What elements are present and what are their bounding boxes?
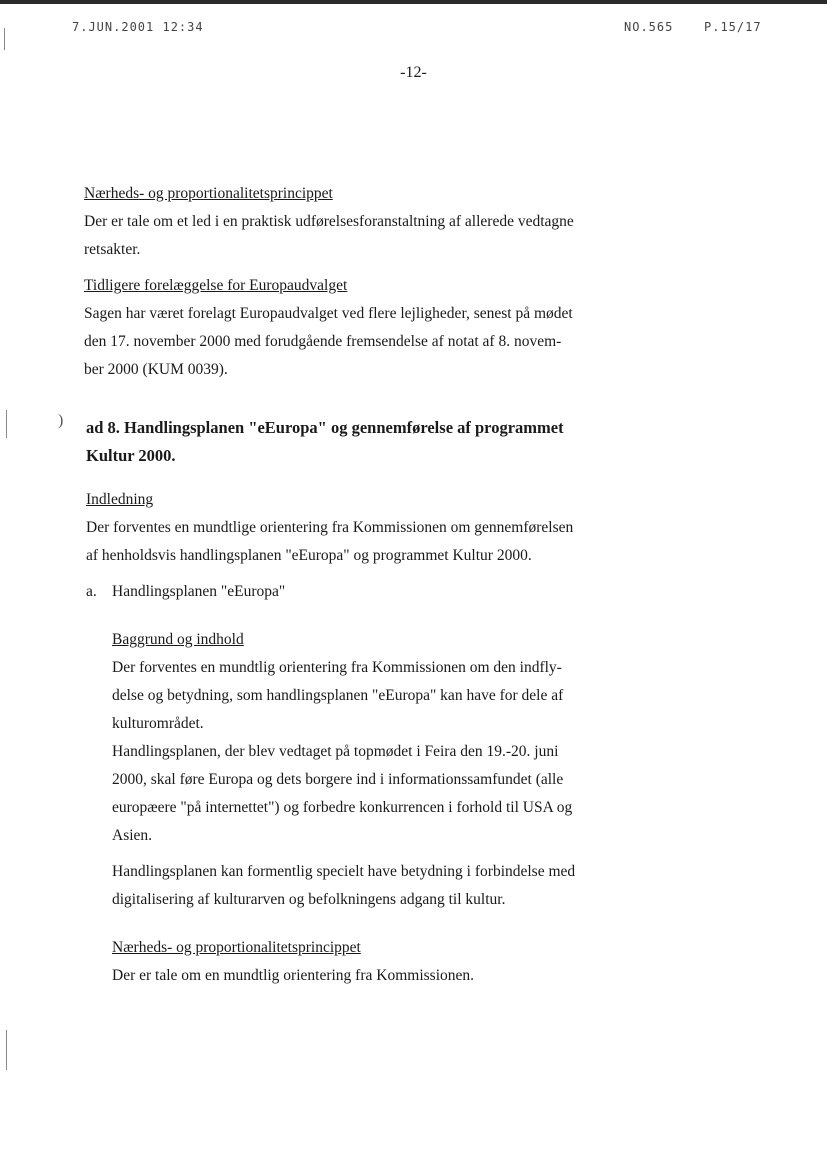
section-background: [112, 626, 632, 738]
section-introduction: [86, 486, 646, 570]
section-heading: Nærheds- og proportionalitetsprincippet: [84, 185, 333, 202]
section-heading: Indledning: [86, 491, 154, 508]
body-line: Handlingsplanen, der blev vedtaget på topmødet i Feira den 19.-20. juni: [112, 743, 559, 760]
fax-top-rule: [0, 0, 827, 4]
subitem-a: [86, 578, 646, 606]
body-line: digitalisering af kulturarven og befolkningens adgang til kultur.: [112, 891, 506, 908]
subitem-title: Handlingsplanen "eEuropa": [112, 583, 286, 600]
section-heading: Nærheds- og proportionalitetsprincippet: [112, 939, 361, 956]
margin-scan-mark: [6, 1030, 7, 1070]
agenda-item-title: ad 8. Handlingsplanen "eEuropa" og gennemførelse af programmet: [86, 418, 564, 437]
background-paragraph-3: [112, 858, 632, 914]
body-line: delse og betydning, som handlingsplanen "eEuropa" kan have for dele af: [112, 687, 564, 704]
section-heading: Baggrund og indhold: [112, 631, 244, 648]
body-line: Handlingsplanen kan formentlig specielt have betydning i forbindelse med: [112, 863, 576, 880]
margin-paren-mark: ): [58, 412, 64, 429]
body-line: af henholdsvis handlingsplanen "eEuropa" og programmet Kultur 2000.: [86, 547, 532, 564]
background-paragraph-2: [112, 738, 632, 850]
subitem-label: a.: [86, 583, 97, 600]
section-proportionality-2: [112, 934, 632, 990]
body-line: Asien.: [112, 827, 153, 844]
fax-page-ref: P.15/17: [704, 20, 762, 34]
agenda-item-title: Kultur 2000.: [86, 446, 176, 465]
body-line: ber 2000 (KUM 0039).: [84, 361, 228, 378]
body-line: Der er tale om en mundtlig orientering fra Kommissionen.: [112, 967, 475, 984]
body-line: Der er tale om et led i en praktisk udførelsesforanstaltning af allerede vedtagne: [84, 213, 574, 230]
body-line: europæere "på internettet") og forbedre konkurrencen i forhold til USA og: [112, 799, 573, 816]
agenda-item-8: [86, 414, 646, 470]
page-number: -12-: [400, 64, 427, 81]
body-line: Der forventes en mundtlig orientering fra Kommissionen om den indfly-: [112, 659, 562, 676]
body-line: kulturområdet.: [112, 715, 204, 732]
body-line: 2000, skal føre Europa og dets borgere ind i informationssamfundet (alle: [112, 771, 564, 788]
margin-scan-mark: [6, 410, 7, 438]
margin-scan-mark: [4, 28, 5, 50]
section-prior-submission: [84, 272, 644, 384]
fax-number: NO.565: [624, 20, 674, 34]
body-line: Der forventes en mundtlige orientering fra Kommissionen om gennemførelsen: [86, 519, 574, 536]
section-heading: Tidligere forelæggelse for Europaudvalget: [84, 277, 348, 294]
body-line: retsakter.: [84, 241, 141, 258]
body-line: den 17. november 2000 med forudgående fremsendelse af notat af 8. novem-: [84, 333, 562, 350]
body-line: Sagen har været forelagt Europaudvalget ved flere lejligheder, senest på mødet: [84, 305, 573, 322]
fax-date-time: 7.JUN.2001 12:34: [72, 20, 204, 34]
section-proportionality-1: [84, 180, 644, 264]
